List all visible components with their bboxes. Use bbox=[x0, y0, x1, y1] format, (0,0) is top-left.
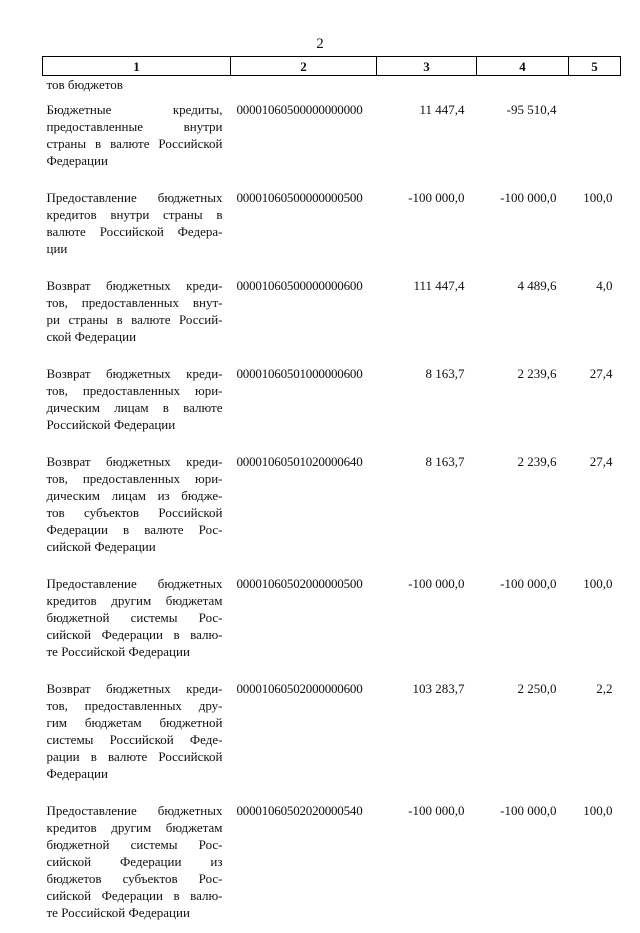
row-name-line: страны в валюте Российской bbox=[47, 135, 223, 152]
row-col5: 27,4 bbox=[569, 357, 621, 445]
column-header-1: 1 bbox=[43, 57, 231, 76]
row-name-line: Бюджетные кредиты, bbox=[47, 101, 223, 118]
row-name-line: сийской Федерации bbox=[47, 538, 223, 555]
row-name-line: кредитов другим бюджетам bbox=[47, 592, 223, 609]
row-name-line: те Российской Федерации bbox=[47, 643, 223, 660]
row-name-line: сийской Федерации в валю- bbox=[47, 626, 223, 643]
row-name-line: Предоставление бюджетных bbox=[47, 575, 223, 592]
row-col3: 103 283,7 bbox=[377, 672, 477, 794]
row-name bbox=[43, 357, 231, 445]
table-row bbox=[43, 93, 621, 181]
row-name-line: сийской Федерации из bbox=[47, 853, 223, 870]
row-col5: 27,4 bbox=[569, 445, 621, 567]
table-body bbox=[43, 76, 621, 933]
row-name-line: Российской Федерации bbox=[47, 416, 223, 433]
row-name bbox=[43, 794, 231, 933]
row-name bbox=[43, 445, 231, 567]
row-col4: -100 000,0 bbox=[477, 567, 569, 672]
row-col3: -100 000,0 bbox=[377, 567, 477, 672]
row-name-line: Возврат бюджетных креди- bbox=[47, 680, 223, 697]
row-col4: 4 489,6 bbox=[477, 269, 569, 357]
budget-table bbox=[42, 56, 621, 933]
row-name-line: предоставленные внутри bbox=[47, 118, 223, 135]
row-name-line: тов, предоставленных юри- bbox=[47, 470, 223, 487]
row-col3: 8 163,7 bbox=[377, 445, 477, 567]
row-col5: 100,0 bbox=[569, 181, 621, 269]
row-col4: 2 250,0 bbox=[477, 672, 569, 794]
row-code: 00001060500000000600 bbox=[231, 269, 377, 357]
row-code: 00001060502000000500 bbox=[231, 567, 377, 672]
row-code: 00001060500000000500 bbox=[231, 181, 377, 269]
row-name-line: бюджетной системы Рос- bbox=[47, 836, 223, 853]
continuation-row bbox=[43, 76, 621, 94]
column-header-4: 4 bbox=[477, 57, 569, 76]
column-header-2: 2 bbox=[231, 57, 377, 76]
row-name-line: ции bbox=[47, 240, 223, 257]
row-col5: 2,2 bbox=[569, 672, 621, 794]
row-code: 00001060500000000000 bbox=[231, 93, 377, 181]
row-name-line: дическим лицам из бюдже- bbox=[47, 487, 223, 504]
row-name-line: тов субъектов Российской bbox=[47, 504, 223, 521]
table-row bbox=[43, 357, 621, 445]
row-name bbox=[43, 93, 231, 181]
row-name-line: Предоставление бюджетных bbox=[47, 189, 223, 206]
row-name bbox=[43, 672, 231, 794]
column-header-3: 3 bbox=[377, 57, 477, 76]
row-col5 bbox=[569, 93, 621, 181]
row-name bbox=[43, 567, 231, 672]
row-name-line: сийской Федерации в валю- bbox=[47, 887, 223, 904]
row-name-line: дическим лицам в валюте bbox=[47, 399, 223, 416]
row-name-line: гим бюджетам бюджетной bbox=[47, 714, 223, 731]
row-col3: -100 000,0 bbox=[377, 794, 477, 933]
row-name-line: ской Федерации bbox=[47, 328, 223, 345]
table-row bbox=[43, 794, 621, 933]
column-header-5: 5 bbox=[569, 57, 621, 76]
row-name bbox=[43, 181, 231, 269]
row-code: 00001060502020000540 bbox=[231, 794, 377, 933]
row-name-line: тов, предоставленных юри- bbox=[47, 382, 223, 399]
table-row bbox=[43, 445, 621, 567]
row-col4: 2 239,6 bbox=[477, 357, 569, 445]
table-header bbox=[43, 57, 621, 76]
row-col5: 100,0 bbox=[569, 794, 621, 933]
row-name-line: системы Российской Феде- bbox=[47, 731, 223, 748]
row-col4: 2 239,6 bbox=[477, 445, 569, 567]
row-name-line: Федерации bbox=[47, 152, 223, 169]
row-name-line: Возврат бюджетных креди- bbox=[47, 453, 223, 470]
table-row bbox=[43, 181, 621, 269]
row-code: 00001060501000000600 bbox=[231, 357, 377, 445]
row-col3: 111 447,4 bbox=[377, 269, 477, 357]
row-name-line: Федерации в валюте Рос- bbox=[47, 521, 223, 538]
row-name-line: Федерации bbox=[47, 765, 223, 782]
row-name-line: валюте Российской Федера- bbox=[47, 223, 223, 240]
row-code: 00001060501020000640 bbox=[231, 445, 377, 567]
row-name bbox=[43, 269, 231, 357]
row-col3: 8 163,7 bbox=[377, 357, 477, 445]
table-row bbox=[43, 567, 621, 672]
table-row bbox=[43, 269, 621, 357]
row-col4: -100 000,0 bbox=[477, 794, 569, 933]
row-name-line: кредитов другим бюджетам bbox=[47, 819, 223, 836]
row-col5: 100,0 bbox=[569, 567, 621, 672]
row-name-line: тов, предоставленных внут- bbox=[47, 294, 223, 311]
row-name-line: те Российской Федерации bbox=[47, 904, 223, 921]
row-name-line: Возврат бюджетных креди- bbox=[47, 277, 223, 294]
row-name-line: кредитов внутри страны в bbox=[47, 206, 223, 223]
row-col5: 4,0 bbox=[569, 269, 621, 357]
page-number: 2 bbox=[0, 36, 640, 53]
row-name-line: бюджетной системы Рос- bbox=[47, 609, 223, 626]
continuation-text: тов бюджетов bbox=[43, 76, 231, 94]
row-name-line: бюджетов субъектов Рос- bbox=[47, 870, 223, 887]
row-name-line: Предоставление бюджетных bbox=[47, 802, 223, 819]
row-col3: -100 000,0 bbox=[377, 181, 477, 269]
row-name-line: тов, предоставленных дру- bbox=[47, 697, 223, 714]
row-name-line: рации в валюте Российской bbox=[47, 748, 223, 765]
row-name-line: Возврат бюджетных креди- bbox=[47, 365, 223, 382]
row-name-line: ри страны в валюте Россий- bbox=[47, 311, 223, 328]
row-col4: -100 000,0 bbox=[477, 181, 569, 269]
table-row bbox=[43, 672, 621, 794]
row-code: 00001060502000000600 bbox=[231, 672, 377, 794]
row-col4: -95 510,4 bbox=[477, 93, 569, 181]
row-col3: 11 447,4 bbox=[377, 93, 477, 181]
